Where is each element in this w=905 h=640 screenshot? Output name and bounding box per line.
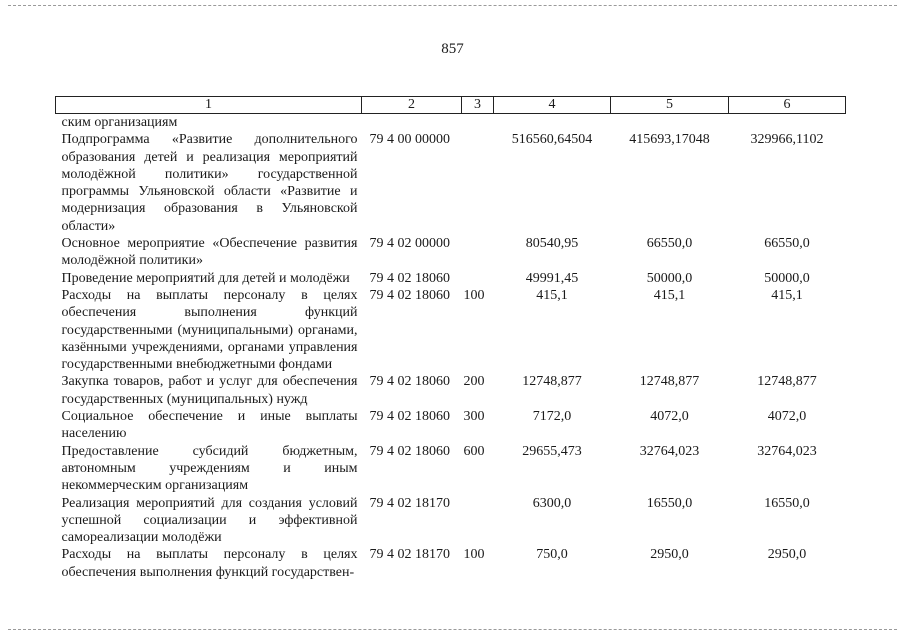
row-value-4-cell: 49991,45 [525,270,579,286]
row-value-6-cell: 16550,0 [764,495,810,511]
table-row [56,495,846,547]
header-row [56,97,846,114]
row-code-cell [362,114,462,132]
row-name-cell: Социальное обеспечение и иные выплаты населению [61,409,358,442]
table-row [56,114,846,132]
row-value-4-cell [494,114,611,132]
row-value-5-cell: 66550,0 [646,236,693,252]
row-value-6-cell: 415,1 [771,287,803,303]
column-header: 2 [362,97,462,114]
row-value-5-cell: 415693,17048 [629,132,710,148]
table-row [56,443,846,495]
column-header: 4 [494,97,611,114]
row-type-cell: 100 [463,547,485,563]
row-code-cell: 79 4 02 18060 [369,270,450,286]
row-code-cell: 79 4 02 18170 [369,547,450,563]
row-value-5-cell: 2950,0 [650,547,689,563]
row-value-5-cell: 50000,0 [646,270,693,286]
row-code-cell: 79 4 02 18060 [369,409,450,425]
row-value-5-cell [611,114,729,132]
table-row [56,408,846,443]
table-body [56,114,846,582]
row-value-4-cell: 516560,64504 [511,132,593,148]
row-name-cell: Проведение мероприятий для детей и молодёжи [61,270,350,286]
row-type-cell [462,114,494,132]
row-value-4-cell: 12748,877 [522,374,582,390]
row-value-6-cell: 12748,877 [757,374,817,390]
row-name-cell: Расходы на выплаты персоналу в целях обеспечения выполнения функций государственными (муниципальными) органами, казёнными учреждениями, органами управления государственными внебюджетными фондами [61,287,358,373]
row-type-cell [462,495,494,547]
table-row [56,270,846,287]
row-type-cell: 100 [463,287,485,303]
column-header: 3 [462,97,494,114]
row-value-5-cell: 12748,877 [639,374,700,390]
row-name-cell: ским организациям [61,115,178,130]
row-value-6-cell: 32764,023 [757,443,817,459]
row-code-cell: 79 4 00 00000 [369,132,450,148]
row-value-4-cell: 7172,0 [532,409,572,425]
row-value-6-cell: 329966,1102 [750,132,824,148]
row-code-cell: 79 4 02 18060 [369,443,450,459]
row-code-cell: 79 4 02 18060 [369,374,450,390]
table-row [56,373,846,408]
row-name-cell: Закупка товаров, работ и услуг для обеспечения государственных (муниципальных) нужд [61,374,358,407]
page-number: 857 [441,41,464,57]
budget-table-container [55,96,845,581]
row-value-6-cell: 2950,0 [767,547,807,563]
column-header: 5 [611,97,729,114]
row-value-4-cell: 415,1 [536,287,568,303]
column-header: 1 [56,97,362,114]
row-name-cell: Реализация мероприятий для создания условий успешной социализации и эффективной самореализации молодёжи [61,495,358,546]
row-type-cell [462,131,494,235]
row-type-cell: 600 [463,443,485,459]
row-name-cell: Подпрограмма «Развитие дополнительного образования детей и реализация мероприятий молодёжной политики» государственной программы Ульяновской области «Развитие и модернизация образования в Ульяновской области» [61,132,358,234]
row-type-cell [462,270,494,287]
column-header: 6 [729,97,846,114]
row-code-cell: 79 4 02 18060 [369,287,450,303]
row-value-4-cell: 750,0 [536,547,568,563]
row-value-5-cell: 4072,0 [650,409,689,425]
row-name-cell: Расходы на выплаты персоналу в целях обеспечения выполнения функций государствен- [61,547,358,580]
row-type-cell: 300 [463,409,485,425]
budget-table [55,96,846,581]
row-value-6-cell: 66550,0 [764,236,810,252]
row-value-4-cell: 6300,0 [532,495,572,511]
row-value-4-cell: 80540,95 [525,236,579,252]
table-row [56,546,846,581]
row-value-5-cell: 415,1 [653,287,686,303]
table-row [56,131,846,235]
scan-edge-bottom [8,629,897,630]
row-code-cell: 79 4 02 18170 [369,495,450,511]
row-name-cell: Предоставление субсидий бюджетным, автономным учреждениям и иным некоммерческим организациям [61,443,358,494]
row-value-6-cell: 50000,0 [764,270,810,286]
table-row [56,235,846,270]
row-name-cell: Основное мероприятие «Обеспечение развития молодёжной политики» [61,236,358,269]
row-value-6-cell [729,114,846,132]
row-type-cell: 200 [463,374,485,390]
row-value-6-cell: 4072,0 [767,409,807,425]
row-value-5-cell: 16550,0 [646,495,693,511]
row-value-5-cell: 32764,023 [639,443,700,459]
table-row [56,287,846,373]
row-value-4-cell: 29655,473 [522,443,582,459]
row-type-cell [462,235,494,270]
table-header [56,97,846,114]
scan-edge-top [8,5,897,6]
row-code-cell: 79 4 02 00000 [369,236,450,252]
